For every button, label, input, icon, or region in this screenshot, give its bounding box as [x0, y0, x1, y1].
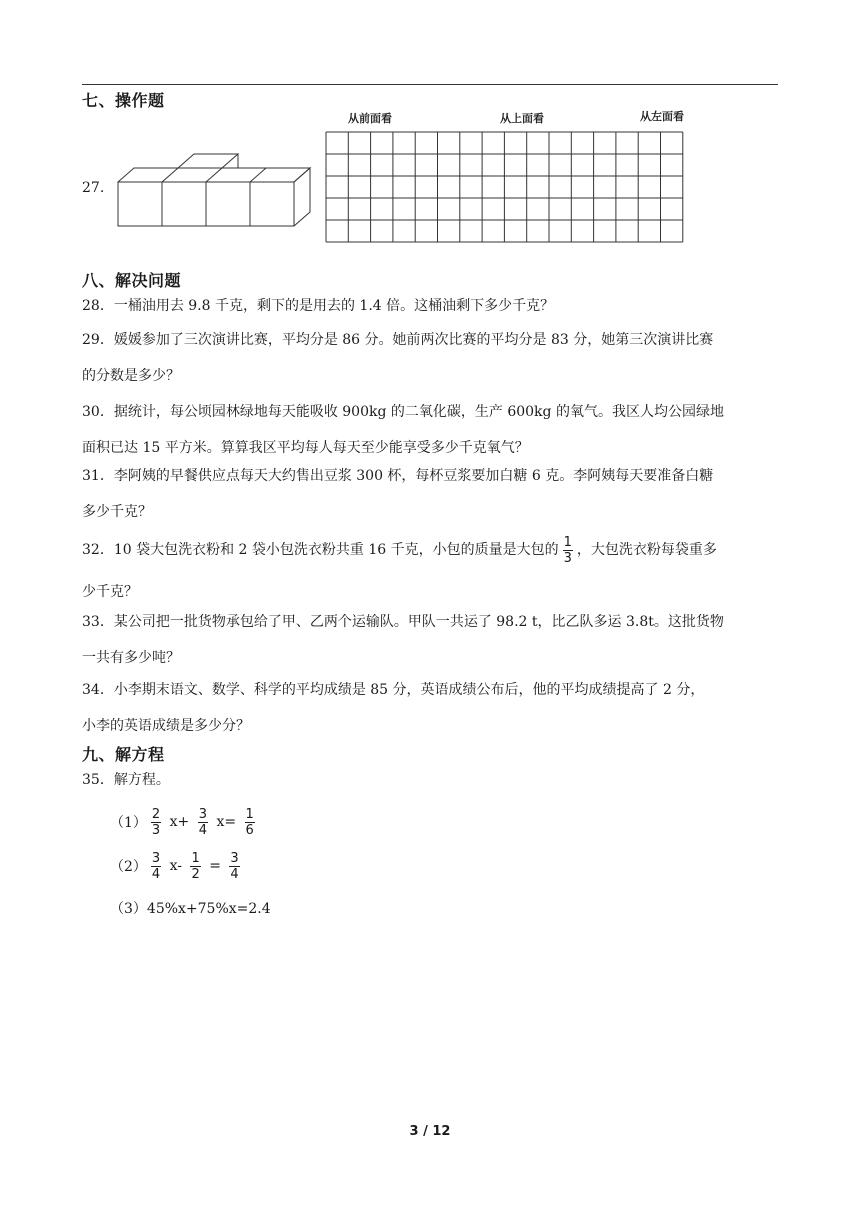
equation-1: （1） $\frac{2}{3}$ x+ $\frac{3}{4}$ x= $\frac{1}{6}$	[110, 806, 254, 838]
equation-3: （3）45%x+75%x=2.4	[110, 901, 271, 917]
section-heading-problems: 八、解决问题	[82, 271, 182, 290]
question-33-line1: 33．某公司把一批货物承包给了甲、乙两个运输队。甲队一共运了 98.2 t，比乙队多运 3.8t。这批货物	[82, 614, 724, 630]
question-29	[82, 322, 782, 394]
question-30-line1: 30．据统计，每公顷园林绿地每天能吸收 900kg 的二氧化碳，生产 600kg 的氧气。我区人均公园绿地	[82, 404, 724, 420]
question-30	[82, 394, 782, 466]
question-35-prompt: 35．解方程。	[82, 772, 170, 788]
page-number: 3 / 12	[409, 1124, 451, 1139]
equation-2: （2） $\frac{3}{4}$ x- $\frac{1}{2}$ = $\frac{3}{4}$	[110, 850, 239, 882]
grid-label-left: 从左面看	[640, 110, 684, 123]
grid-label-front: 从前面看	[348, 112, 392, 125]
header-rule	[82, 84, 778, 85]
question-32-text-before: 32．10 袋大包洗衣粉和 2 袋小包洗衣粉共重 16 千克，小包的质量是大包的	[82, 542, 559, 558]
grid-label-top: 从上面看	[500, 112, 544, 125]
question-32-line2: 少千克？	[82, 584, 138, 600]
question-30-line2: 面积已达 15 平方米。算算我区平均每人每天至少能享受多少千克氧气？	[82, 440, 529, 456]
cube-figure	[112, 148, 322, 238]
question-34-line2: 小李的英语成绩是多少分？	[82, 718, 250, 734]
section-heading-equations: 九、解方程	[82, 745, 165, 764]
question-29-line1: 29．媛媛参加了三次演讲比赛，平均分是 86 分。她前两次比赛的平均分是 83 分，她第三次演讲比赛	[82, 332, 714, 348]
question-31	[82, 458, 782, 530]
question-32-fraction: $\frac{1}{3}$	[563, 534, 572, 566]
question-34-line1: 34．小李期末语文、数学、科学的平均成绩是 85 分，英语成绩公布后，他的平均成绩提高了 2 分，	[82, 682, 705, 698]
section-heading-operation: 七、操作题	[82, 91, 165, 110]
view-grid	[320, 106, 705, 268]
question-34	[82, 672, 782, 744]
question-33-line2: 一共有多少吨？	[82, 650, 180, 666]
question-29-line2: 的分数是多少？	[82, 368, 180, 384]
question-33	[82, 604, 782, 676]
question-32	[82, 532, 782, 610]
question-27-number: 27.	[82, 180, 105, 196]
question-31-line2: 多少千克？	[82, 504, 152, 520]
question-31-line1: 31．李阿姨的早餐供应点每天大约售出豆浆 300 杯，每杯豆浆要加白糖 6 克。李阿姨每天要准备白糖	[82, 468, 714, 484]
question-32-text-after: ，大包洗衣粉每袋重多	[576, 542, 717, 558]
question-28: 28．一桶油用去 9.8 千克，剩下的是用去的 1.4 倍。这桶油剩下多少千克？	[82, 298, 555, 314]
